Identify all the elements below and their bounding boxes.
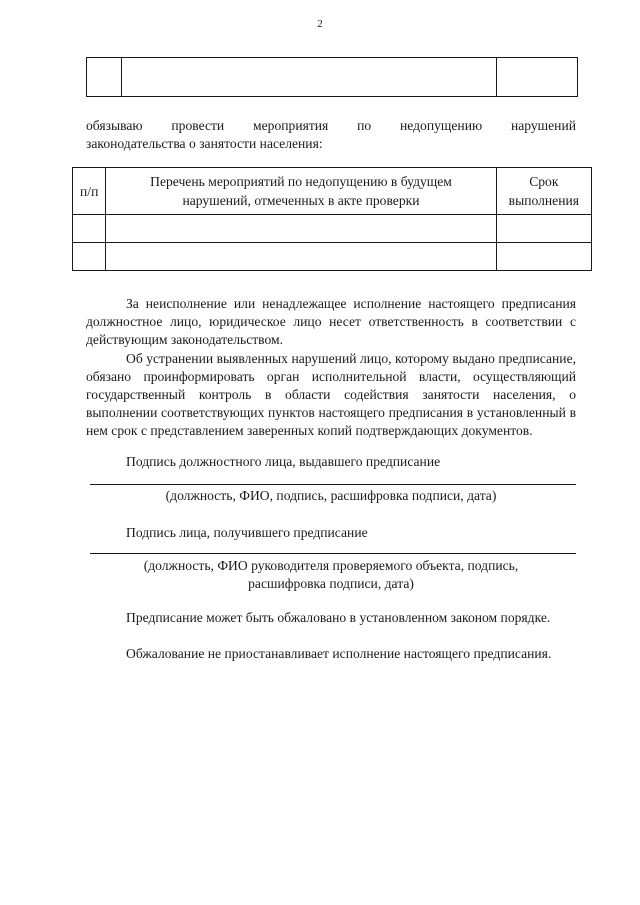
table-cell	[496, 243, 591, 271]
appeal-paragraph-2: Обжалование не приостанавливает исполнение настоящего предписания.	[126, 646, 552, 661]
responsibility-paragraph: За неисполнение или ненадлежащее исполнение настоящего предписания должностное лицо, юридическое лицо несет ответственность в соответствии с действующим законодательством.	[86, 296, 576, 347]
receiver-signature-line	[90, 553, 576, 554]
receiver-signature-caption-2: расшифровка подписи, дата)	[248, 576, 414, 591]
table-row	[87, 58, 578, 97]
table-cell	[73, 243, 106, 271]
header-number: п/п	[73, 168, 106, 215]
previous-table-continuation	[86, 57, 578, 97]
table-row	[73, 243, 592, 271]
header-deadline: Срок выполнения	[496, 168, 591, 215]
intro-line-1: обязываю провести мероприятия по недопущению нарушений	[86, 118, 576, 133]
receiver-signature-caption-1: (должность, ФИО руководителя проверяемого объекта, подпись,	[143, 558, 519, 573]
issuer-signature-caption: (должность, ФИО, подпись, расшифровка подписи, дата)	[165, 488, 497, 503]
table-cell	[122, 58, 497, 97]
appeal-paragraph-1: Предписание может быть обжаловано в установленном законом порядке.	[126, 610, 551, 625]
page-number: 2	[317, 18, 323, 30]
receiver-signature-label: Подпись лица, получившего предписание	[126, 525, 368, 540]
issuer-signature-line	[90, 484, 576, 485]
measures-table	[72, 167, 592, 271]
table-cell	[497, 58, 578, 97]
intro-line-2: законодательства о занятости населения:	[86, 136, 323, 151]
table-cell	[106, 243, 496, 271]
header-measures: Перечень мероприятий по недопущению в будущем нарушений, отмеченных в акте проверки	[106, 168, 496, 215]
issuer-signature-label: Подпись должностного лица, выдавшего предписание	[126, 454, 441, 469]
table-row	[73, 215, 592, 243]
table-cell	[87, 58, 122, 97]
table-cell	[73, 215, 106, 243]
table-header-row	[73, 168, 592, 215]
notification-paragraph: Об устранении выявленных нарушений лицо, которому выдано предписание, обязано проинформировать орган исполнительной власти, осуществляющий государственный контроль в области содействия занятости населения, о выполнении соответствующих пунктов настоящего предписания в установленный в нем срок с представлением заверенных копий подтверждающих документов.	[86, 351, 576, 438]
table-cell	[496, 215, 591, 243]
table-cell	[106, 215, 496, 243]
